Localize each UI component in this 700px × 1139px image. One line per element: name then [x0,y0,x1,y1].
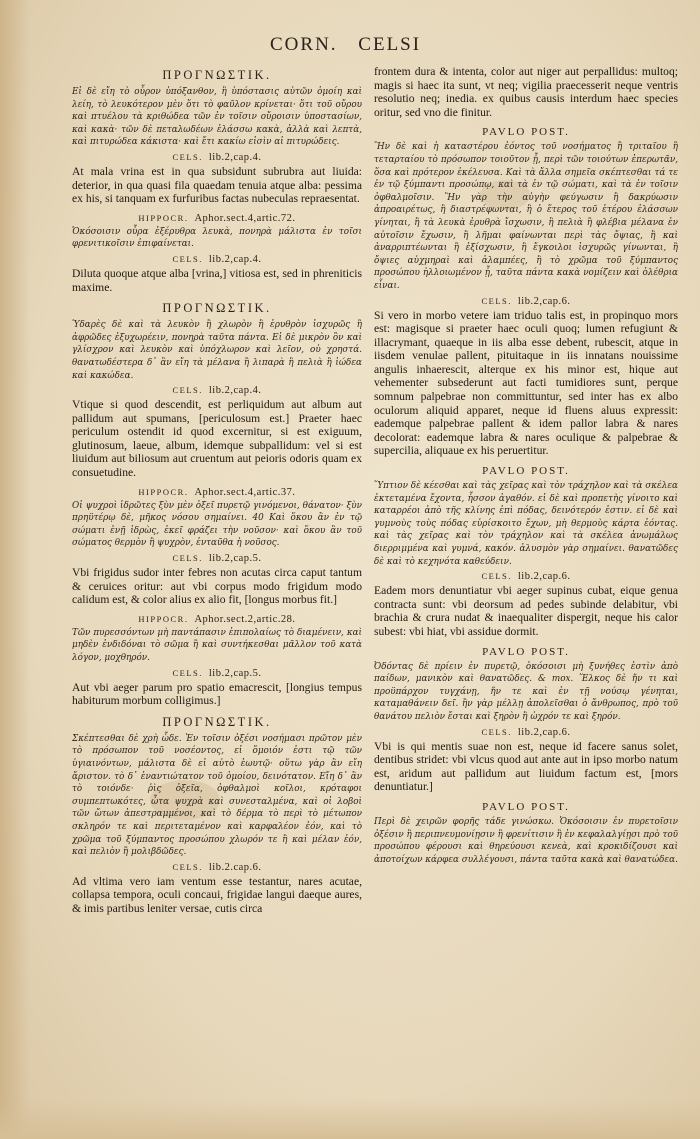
source-reference [72,614,362,625]
citation-location: lib.2,cap.5. [208,553,262,565]
greek-passage: Ἢν δὲ καὶ ἡ καταστέρου ἐόντος τοῦ νοσήματος ἢ τριταῖου ἢ τεταρταίου τὸ πρόσωπον τοιοῦτον ᾖ, περὶ τῶν τοιούτων ἐπερωτᾶν, ὅσα καὶ πρότερον ἐκέλευσα. Καὶ τὰ ἄλλα σημεῖα σκέπτεσθαι τά τε ἐν τῷ ξύμπαντι προσώπῳ, καὶ τὰ ἐν τῷ σώματι, καὶ τὰ ἐν τοῖσιν ὀφθαλμοῖσιν. Ἢν γὰρ τὴν αὐγὴν φεύγωσιν ἢ δακρύωσιν ἀπροαιρέτως, ἢ διαστρέφωνται, ἢ ὁ ἕτερος τοῦ ἑτέρου ἐλάσσων γίνηται, ἢ τὰ λευκὰ ἐρυθρὰ ἴσχωσιν, ἢ πελιὰ ἢ φλέβια μέλανα ἐν αὐτοῖσιν ἔχωσιν, ἢ λῆμαι φαίνωνται περὶ τὰς ὄψιας, ἢ καὶ ἀναρριπτέωνται ἢ ἐξίσχωσιν, ἢ ἔγκοιλοι ἰσχυρῶς γίνωνται, ἢ ὄψιες αὐχμηραὶ καὶ ἀλαμπέες, ἢ τὸ χρῶμα τοῦ ξύμπαντος προσώπου ἠλλοιωμένον ᾖ, ταῦτα πάντα κακὰ νομίζειν καὶ ὀλέθρια εἶναι. [374,142,678,291]
section-heading: ΠΡΟΓΝΩΣΤΙΚ. [162,68,272,82]
greek-passage: Ὀδόντας δὲ πρίειν ἐν πυρετῷ, ὁκόσοισι μὴ ξυνήθες ἐστὶν ἀπὸ παίδων, μανικὸν καὶ θανατῶδες. & mox. Ἕλκος δὲ ἤν τι καὶ προϋπάρχον τυγχάνῃ, ἤν τε καὶ ἐν τῇ νούσῳ γένηται, καταμαθάνειν δεῖ. ἢν γὰρ μέλλῃ ἀπολεῖσθαι ὁ ἄνθρωπος, πρὸ τοῦ θανάτου πελιὸν ἔσται καὶ ξηρὸν ἢ ὠχρόν τε καὶ ξηρόν. [374,661,678,722]
source-reference [72,213,362,224]
text-block [72,487,362,607]
running-head-name: CELSI [358,34,422,55]
section-heading: PAVLO POST. [482,126,570,139]
greek-passage: Ὕπτιον δὲ κέεσθαι καὶ τὰς χεῖρας καὶ τὸν τράχηλον καὶ τὰ σκέλεα ἐκτεταμένα ἔχοντα, ἧσσον ἀγαθόν. εἰ δὲ καὶ προπετὴς γίνοιτο καὶ καταρρέοι ἀπὸ τῆς κλίνης ἐπὶ πόδας, δεινότερόν ἐστιν. εἰ δὲ καὶ γυμνοὺς τοὺς πόδας εὑρίσκοιτο ἔχων, μὴ θερμοὺς κάρτα ἐόντας. καὶ τὰς χεῖρας καὶ τὸν τράχηλον καὶ τὰ σκέλεα ἀνωμάλως διερριμμένα καὶ γυμνά, κακόν. ἀλυσμὸν γὰρ σημαίνει. θανατῶδες δὲ καὶ τὸ κεχηνότα καθεύδειν. [374,481,678,567]
citation-location: lib.2.cap.6. [208,861,262,873]
celsus-citation [72,254,362,265]
greek-passage: Οἱ ψυχροὶ ἱδρῶτες ξὺν μὲν ὀξεῖ πυρετῷ γινόμενοι, θάνατον· ξὺν πρηϋτέρῳ δὲ, μῆκος νόσου σημαίνει. 40 Καὶ ὅκου ἂν ἐν τῷ σώματι ἐνῇ ἱδρὼς, ἐκεῖ φράζει τὴν νοῦσον· καὶ ὅκου ἂν τοῦ σώματος θερμὸν ἢ ψυχρὸν, ἐνταῦθα ἡ νοῦσος. [72,500,362,549]
reference-author: HIPPOCR. [138,212,189,223]
greek-passage: Σκέπτεσθαι δὲ χρὴ ὧδε. Ἐν τοῖσιν ὀξέσι νοσήμασι πρῶτον μὲν τὸ πρόσωπον τοῦ νοσέοντος, εἰ ὅμοιόν ἐστι τῷ τῶν ὑγιαινόντων, μάλιστα δὲ εἰ αὐτὸ ἑωυτῷ· οὕτω γὰρ ἂν εἴη ἄριστον. τὸ δ᾽ ἐναντιώτατον τοῦ ὁμοίου, δεινότατον. Εἴη δ᾽ ἂν τὸ τοιόνδε· ῥὶς ὀξεῖα, ὀφθαλμοὶ κοῖλοι, κρόταφοι συμπεπτωκότες, ὦτα ψυχρὰ καὶ συνεσταλμένα, καὶ οἱ λοβοὶ τῶν ὤτων ἀπεστραμμένοι, καὶ τὸ δέρμα τὸ περὶ τὸ μέτωπον σκληρόν τε καὶ περιτεταμένον καὶ καρφαλέον ἐόν, καὶ τὸ χρῶμα τοῦ ξύμπαντος προσώπου χλωρόν τε ἢ καὶ μέλαν ἐόν, καὶ πελιὸν ἢ μολιβδῶδες. [72,733,362,858]
celsus-citation [72,553,362,564]
citation-author: CELS. [481,295,512,306]
celsus-citation [72,152,362,163]
celsus-citation [72,668,362,679]
greek-passage: Τῶν πυρεσσόντων μὴ παντάπασιν ἐπιπολαίως τὸ διαμένειν, καὶ μηδὲν ἐνδιδόναι τὸ σῶμα ἢ καὶ συντήκεσθαι μᾶλλον τοῦ κατὰ λόγον, μοχθηρόν. [72,627,362,663]
text-block [72,213,362,294]
text-block [374,801,678,866]
greek-passage: Περὶ δὲ χειρῶν φορῆς τάδε γινώσκω. Ὁκόσοισιν ἐν πυρετοῖσιν ὀξέσιν ἢ περιπνευμονίῃσιν ἢ φρενίτισιν ἢ ἐν κεφαλαλγίῃσι πρὸ τοῦ προσώπου φέρουσι καὶ θηρεύουσι κενεὰ, καὶ κροκιδίζουσι καὶ ἀποτοίχων κάρφεα συλλέγουσι, πάντα ταῦτα κακὰ καὶ θανατώδεα. [374,816,678,865]
celsus-citation [72,385,362,396]
text-block [374,65,678,119]
citation-location: lib.2,cap.4. [208,151,262,163]
reference-author: HIPPOCR. [138,613,189,624]
citation-location: lib.2,cap.5. [208,667,262,679]
celsus-citation [374,571,678,582]
reference-author: HIPPOCR. [138,486,189,497]
right-column [374,64,678,870]
text-block [374,646,678,794]
celsus-citation [374,296,678,307]
running-head [270,34,570,56]
text-block [72,715,362,916]
running-head-author: CORN. [270,34,338,55]
section-heading: PAVLO POST. [482,800,570,813]
citation-author: CELS. [172,667,203,678]
section-heading: ΠΡΟΓΝΩΣΤΙΚ. [162,301,272,316]
citation-author: CELS. [172,385,203,396]
citation-location: lib.2,cap.4. [208,385,262,397]
latin-passage: At mala vrina est in qua subsidunt subrubra aut liuida: deterior, in qua quasi fila quaedam tenuia atque alba: pessima ex his, si tanquam ex furfuribus factas nubeculas repraesentat. [72,164,362,206]
celsus-citation [72,862,362,873]
left-column [72,64,362,923]
citation-author: CELS. [172,151,203,162]
citation-author: CELS. [481,571,512,582]
citation-author: CELS. [172,253,203,264]
latin-passage: Vbi frigidus sudor inter febres non acutas circa caput tantum & ceruices oritur: aut vbi corpus modo frigidum modo calidum est, & color alius ex alio fit, [longus morbus fit.] [72,566,362,607]
text-block [374,465,678,639]
text-block [72,68,362,206]
celsus-citation [374,727,678,738]
section-heading: ΠΡΟΓΝΩΣΤΙΚ. [162,714,272,729]
greek-passage: Ὁκόσοισιν οὖρα ἐξέρυθρα λευκὰ, πονηρὰ μάλιστα ἐν τοῖσι φρενιτικοῖσιν ἐπιφαίνεται. [72,226,362,250]
text-block [72,614,362,708]
latin-passage: Vbi is qui mentis suae non est, neque id facere sanus solet, dentibus stridet: vbi vlcus quod aut ante aut in ipso morbo natum est, aridum aut pallidum aut liuidum factum est, [mors denuntiatur.] [374,739,678,794]
latin-passage: frontem dura & intenta, color aut niger aut perpallidus: multoq; magis si haec ita sunt, vt neq; vigilia praecesserit neque ventris resolutio neq; inedia. ex quibus causis interdum haec species oritur, sed vno die finitur. [374,65,678,119]
citation-author: CELS. [172,553,203,564]
citation-location: lib.2,cap.6. [517,295,571,307]
citation-location: lib.2,cap.6. [517,726,571,738]
latin-passage: Eadem mors denuntiatur vbi aeger supinus cubat, eique genua contracta sunt: vbi deorsum ad pedes subinde delabitur, vbi brachia & crura nudat & inaequaliter dispergit, neque his calor subest: vbi hiat, vbi assidue dormit. [374,584,678,638]
section-heading: PAVLO POST. [482,465,570,478]
reference-location: Aphor.sect.2,artic.28. [194,613,296,625]
greek-passage: Ὑδαρὲς δὲ καὶ τὰ λευκὸν ἢ χλωρὸν ἢ ἐρυθρὸν ἰσχυρῶς ἢ ἀφρῶδες ἐξυχωρέειν, πονηρὰ ταῦτα πάντα. Εἰ δὲ μικρὸν ὂν καὶ γλίσχρον καὶ λευκὸν καὶ ὑπόχλωρον καὶ λεῖον, οὐ χρηστά. θανατωδέστερα δ᾽ ἂν εἴη τὰ μέλανα ἢ λιπαρὰ ἢ πελιὰ ἢ ἰώδεα καὶ κακώδεα. [72,320,362,381]
reference-location: Aphor.sect.4,artic.37. [194,486,296,498]
latin-passage: Aut vbi aeger parum pro spatio emacrescit, [longius tempus habiturum morbum colligimus.] [72,680,362,708]
latin-passage: Vtique si quod descendit, est perliquidum aut album aut pallidum aut spumans, [periculosum est.] Praeter haec periculum ostendit id quod excernitur, si est exiguum, glutinosum, laeue, album, idemque subpallidum: vel si est liuidum aut biliosum aut cruentum aut peioris odoris quam ex consuetudine. [72,398,362,480]
citation-location: lib.2,cap.4. [208,253,262,265]
page-edge-shadow [0,0,30,1139]
citation-author: CELS. [172,861,203,872]
greek-passage: Εἰ δὲ εἴη τὸ οὖρον ὑπόξανθον, ἢ ὑπόστασις αὐτῶν ὁμοίη καὶ λείη, τὸ λευκότερον μὲν ὅτι τὸ φαῦλον κρίνεται· ὅτι τοῦ οὔρου καὶ πτυέλου τὰ κριθώδεα τῶν ἐν τοῖσιν οὔροισιν ὑποστασίων, καὶ κακὰ· τῶν δὲ πεταλωδέων ἐλάσσω κακὰ, ἀλλὰ καὶ λεπτὰ, καὶ πιτυρώδεα κάκιστα· καὶ ἔτι κακίω εἰσὶν αἱ πιτυρώδεις. [72,87,362,148]
source-reference [72,487,362,498]
section-heading: PAVLO POST. [482,645,570,658]
latin-passage: Diluta quoque atque alba [vrina,] vitiosa est, sed in phreniticis maxime. [72,266,362,294]
reference-location: Aphor.sect.4,artic.72. [194,212,296,224]
latin-passage: Si vero in morbo vetere iam triduo talis est, in propinquo mors est: magisque si praeter haec oculi quoq; lumen refugiunt & illacrymant, quaeque in iis alba esse debent, rubescit, atque in iisdem venulae pallent, pituitaque in iis innatans nouissime angulis inhaerescit, alterque ex his minor est, hique aut vehementer subsederunt aut facti tumidiores sunt, perque somnum palpebrae non committuntur, sed inter has ex albo oculorum aliquid apparet, neque id fluens aluus expressit: eademque palpebrae pallent & idem pallor labra & nares decolorat: eademque labra & nares oculique & palpebrae & supercilia, aliquaue ex his peruertitur. [374,308,678,458]
citation-author: CELS. [481,726,512,737]
text-block [374,126,678,458]
page-bottom-shadow [0,1099,700,1139]
latin-passage: Ad vltima vero iam ventum esse testantur, nares acutae, collapsa tempora, oculi concaui, frigidae langui daeque aures, & imis partibus leniter versae, cutis circa [72,874,362,915]
citation-location: lib.2,cap.6. [517,571,571,583]
text-block [72,301,362,480]
